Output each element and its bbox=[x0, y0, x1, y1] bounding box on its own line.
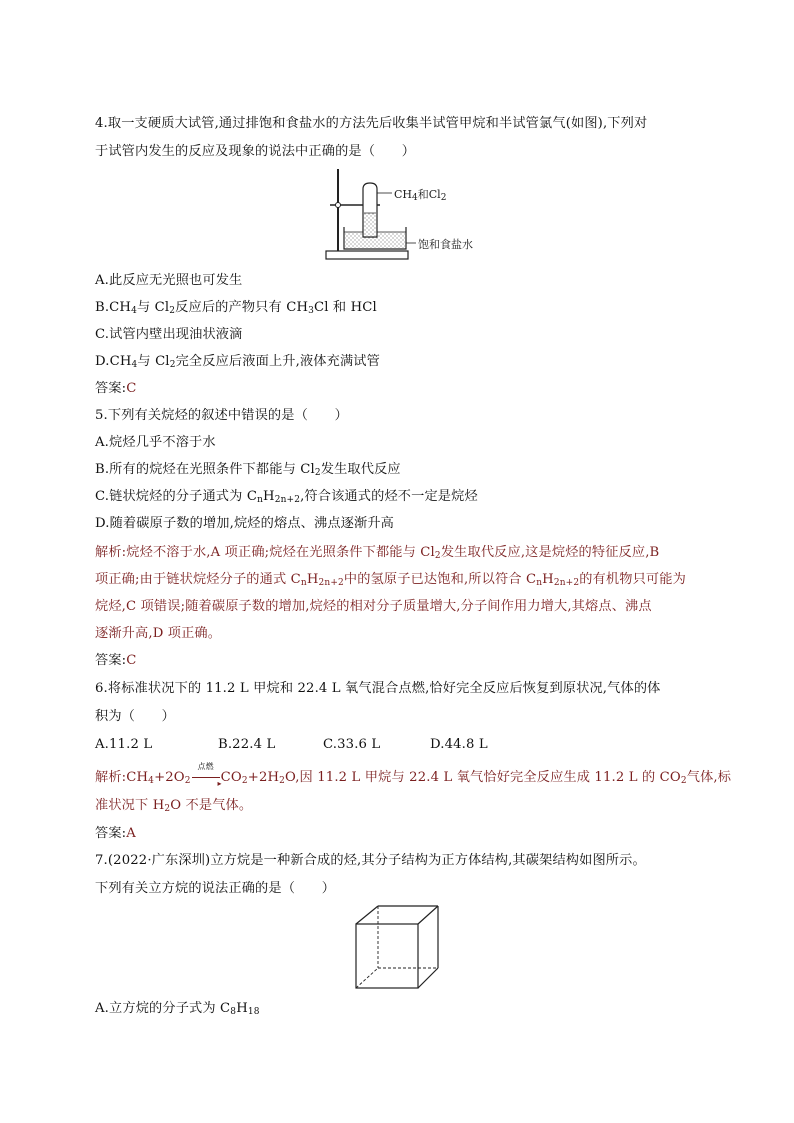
q4-option-c: C.试管内壁出现油状液滴 bbox=[95, 327, 243, 342]
q5-explanation-line4: 逐渐升高,D 项正确。 bbox=[95, 626, 222, 641]
q5-option-c: C.链状烷烃的分子通式为 $C_nH_{2n+2}$,符合该通式的烃不一定是烷烃 bbox=[95, 489, 478, 505]
q4-option-a: A.此反应无光照也可发生 bbox=[95, 273, 243, 288]
q4-answer: 答案:C bbox=[95, 381, 137, 396]
q5-option-b: B.所有的烷烃在光照条件下都能与 $Cl_2$发生取代反应 bbox=[95, 462, 401, 478]
q5-option-d: D.随着碳原子数的增加,烷烃的熔点、沸点逐渐升高 bbox=[95, 516, 395, 531]
q6-option-b: B.22.4 L bbox=[218, 737, 276, 752]
q6-explanation-line1: 解析$:CH_4+2O_2$ 点燃 ▸ $CO_2+2H_2O$,因 11.2 L 甲烷与 22.4 L 氧气恰好完全反应生成 11.2 L 的 $CO_2$气体,标 bbox=[95, 762, 732, 788]
fig-label-salt-water: 饱和食盐水 bbox=[418, 238, 473, 251]
cube-figure bbox=[352, 902, 444, 994]
q6-option-c: C.33.6 L bbox=[323, 737, 381, 752]
q5-option-a: A.烷烃几乎不溶于水 bbox=[95, 435, 216, 450]
q5-explanation-line2: 项正确;由于链状烷烃分子的通式 $C_nH_{2n+2}$中的氢原子已达饱和,所以符合 $C_nH_{2n+2}$的有机物只可能为 bbox=[95, 572, 686, 588]
q5-explanation-line1: 解析:烷烃不溶于水,A 项正确;烷烃在光照条件下都能与 $Cl_2$发生取代反应,这是烷烃的特征反应,B bbox=[95, 545, 660, 561]
q4-stem-line2: 于试管内发生的反应及现象的说法中正确的是（ ） bbox=[95, 144, 416, 159]
q4-option-d: $D.CH_4$与 $Cl_2$完全反应后液面上升,液体充满试管 bbox=[95, 354, 380, 370]
q4-stem-line1: 4.取一支硬质大试管,通过排饱和食盐水的方法先后收集半试管甲烷和半试管氯气(如图),下列对 bbox=[95, 116, 648, 131]
stand-base bbox=[326, 251, 408, 259]
q5-explanation-line3: 烷烃,C 项错误;随着碳原子数的增加,烷烃的相对分子质量增大,分子间作用力增大,其熔点、沸点 bbox=[95, 599, 652, 614]
clamp-joint bbox=[336, 203, 341, 208]
q7-stem-line1: 7.(2022·广东深圳)立方烷是一种新合成的烃,其分子结构为正方体结构,其碳架结构如图所示。 bbox=[95, 853, 646, 868]
q7-option-a: A.立方烷的分子式为 $C_8H_{18}$ bbox=[95, 1001, 260, 1017]
q6-option-a: A.11.2 L bbox=[95, 737, 153, 752]
fig-label-ch4-cl2: $CH_4$和$Cl_2$ bbox=[394, 188, 447, 203]
q6-option-d: D.44.8 L bbox=[430, 737, 488, 752]
q6-options bbox=[95, 735, 488, 755]
q6-explanation-line2: 准状况下 $H_2O$ 不是气体。 bbox=[95, 798, 253, 814]
reaction-arrow: 点燃 ▸ bbox=[191, 768, 221, 788]
q6-stem-line2: 积为（ ） bbox=[95, 709, 176, 724]
cube-front-face bbox=[356, 924, 418, 988]
q4-option-b: $B.CH_4$与 $Cl_2$反应后的产物只有 $CH_3Cl$ 和 HCl bbox=[95, 300, 377, 316]
q7-stem-line2: 下列有关立方烷的说法正确的是（ ） bbox=[95, 881, 336, 896]
q5-answer: 答案:C bbox=[95, 653, 137, 668]
q6-stem-line1: 6.将标准状况下的 11.2 L 甲烷和 22.4 L 氧气混合点燃,恰好完全反应后恢复到原状况,气体的体 bbox=[95, 681, 661, 696]
q6-answer: 答案:A bbox=[95, 826, 136, 841]
q5-stem: 5.下列有关烷烃的叙述中错误的是（ ） bbox=[95, 408, 348, 423]
